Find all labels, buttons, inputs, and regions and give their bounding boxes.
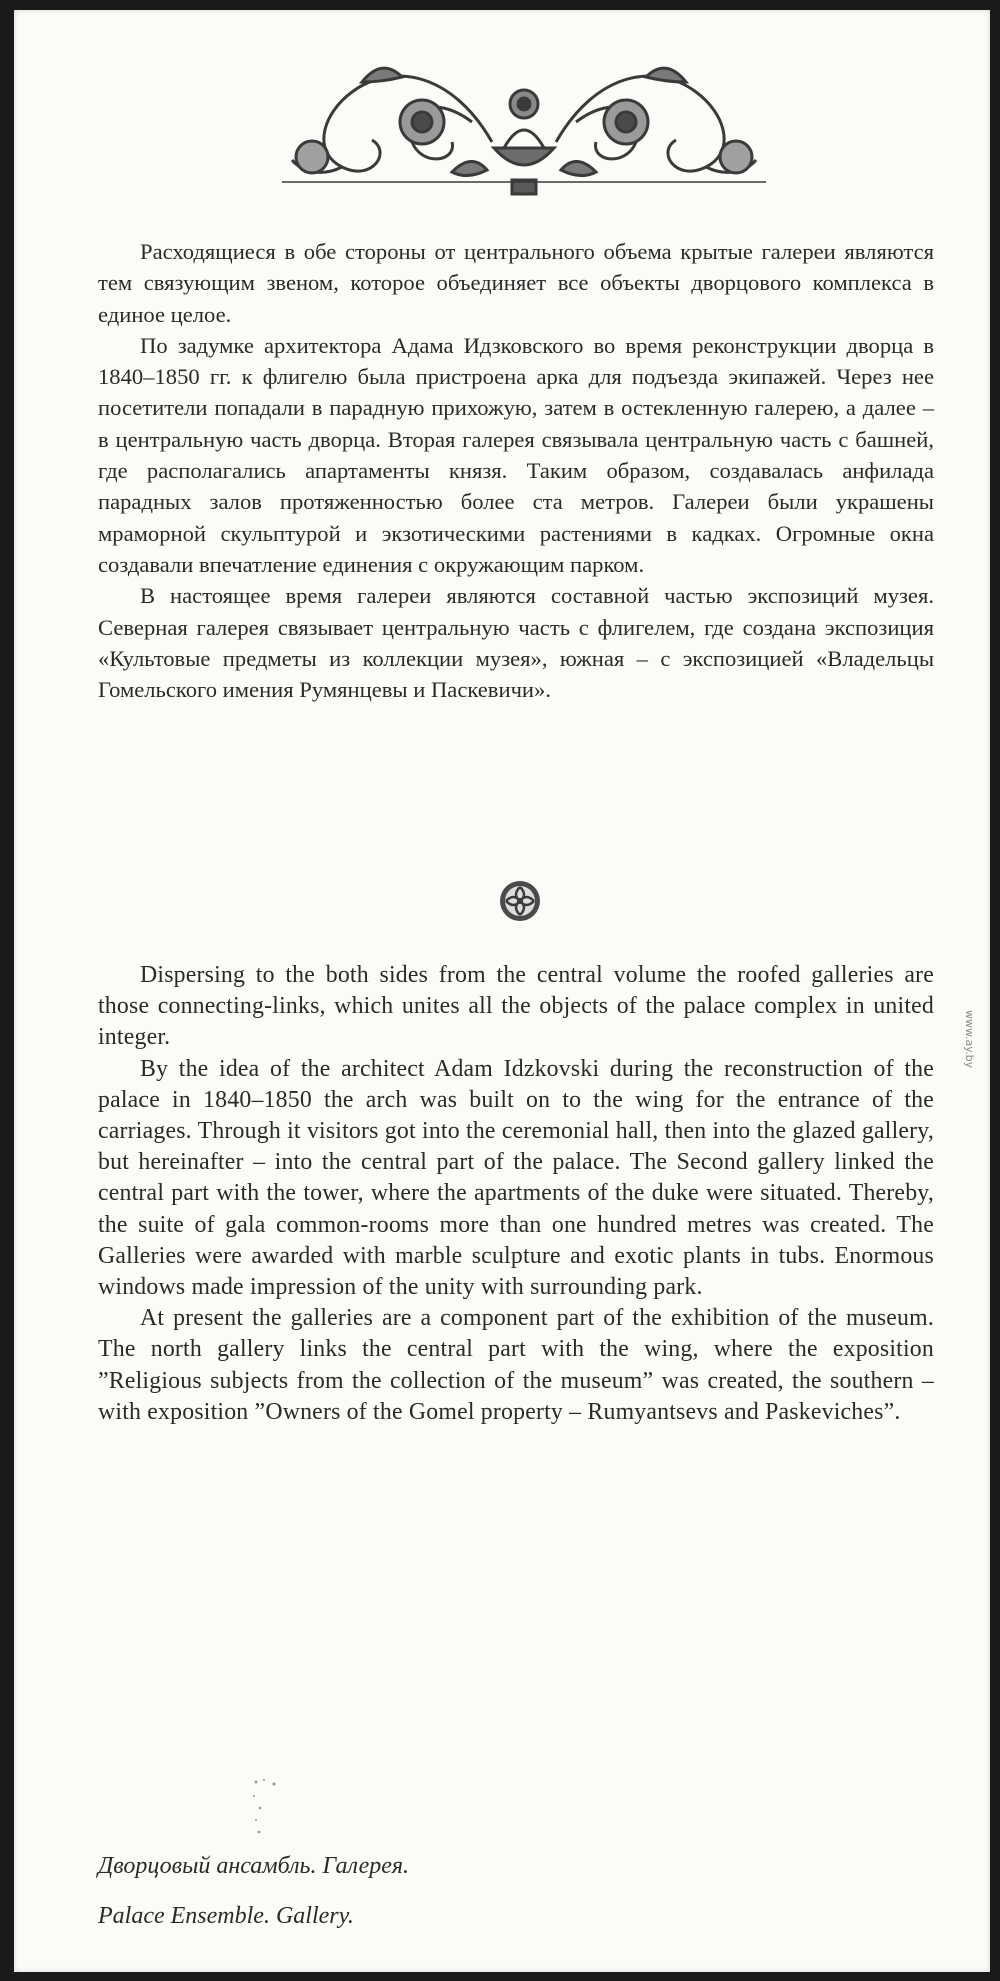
print-specks — [250, 1776, 310, 1846]
caption-russian: Дворцовый ансамбль. Галерея. — [98, 1853, 410, 1879]
watermark: www.ay.by — [963, 1010, 976, 1069]
floral-ornament-icon — [282, 52, 766, 202]
rosette-icon — [498, 879, 542, 923]
en-paragraph-1: Dispersing to the both sides from the central volume the roofed galleries are those connecting-links, which unites all the objects of the palace complex in united integer. — [98, 962, 934, 1051]
brochure-page — [14, 10, 990, 1972]
caption-english: Palace Ensemble. Gallery. — [98, 1903, 354, 1929]
ru-paragraph-3: В настоящее время галереи являются составной частью экспозиций музея. Северная галерея связывает центральную часть с флигелем, где создана экспозиция «Культовые предметы из коллекции музея», южная – с экспозицией «Владельцы Гомельского имения Румянцевы и Паскевичи». — [98, 583, 934, 703]
en-paragraph-3: At present the galleries are a component part of the exhibition of the museum. The north gallery links the central part with the wing, where the exposition ”Religious subjects from the collection of the museum” was created, the southern – with exposition ”Owners of the Gomel property – Rumyantsevs and Paskeviches”. — [98, 1305, 934, 1425]
en-paragraph-2: By the idea of the architect Adam Idzkovski during the reconstruction of the palace in 1840–1850 the arch was built on to the wing for the entrance of the carriages. Through it visitors got into the ceremonial hall, then into the glazed gallery, but hereinafter – into the central part of the palace. The Second gallery linked the central part with the tower, where the apartments of the duke were situated. Thereby, the suite of gala common-rooms more than one hundred metres was created. The Galleries were awarded with marble sculpture and exotic plants in tubs. Enormous windows made impression of the unity with surrounding park. — [98, 1055, 934, 1301]
english-text — [98, 960, 934, 1428]
russian-text — [98, 236, 934, 705]
ru-paragraph-2: По задумке архитектора Адама Идзковского во время реконструкции дворца в 1840–1850 гг. к флигелю была пристроена арка для подъезда экипажей. Через нее посетители попадали в парадную прихожую, затем в остекленную галерею, а далее – в центральную часть дворца. Вторая галерея связывала центральную часть с башней, где располагались апартаменты князя. Таким образом, создавалась анфилада парадных залов протяженностью более ста метров. Галереи были украшены мраморной скульптурой и экзотическими растениями в кадках. Огромные окна создавали впечатление единения с окружающим парком. — [98, 332, 934, 577]
ru-paragraph-1: Расходящиеся в обе стороны от центрального объема крытые галереи являются тем связующим звеном, которое объединяет все объекты дворцового комплекса в единое целое. — [98, 239, 934, 327]
